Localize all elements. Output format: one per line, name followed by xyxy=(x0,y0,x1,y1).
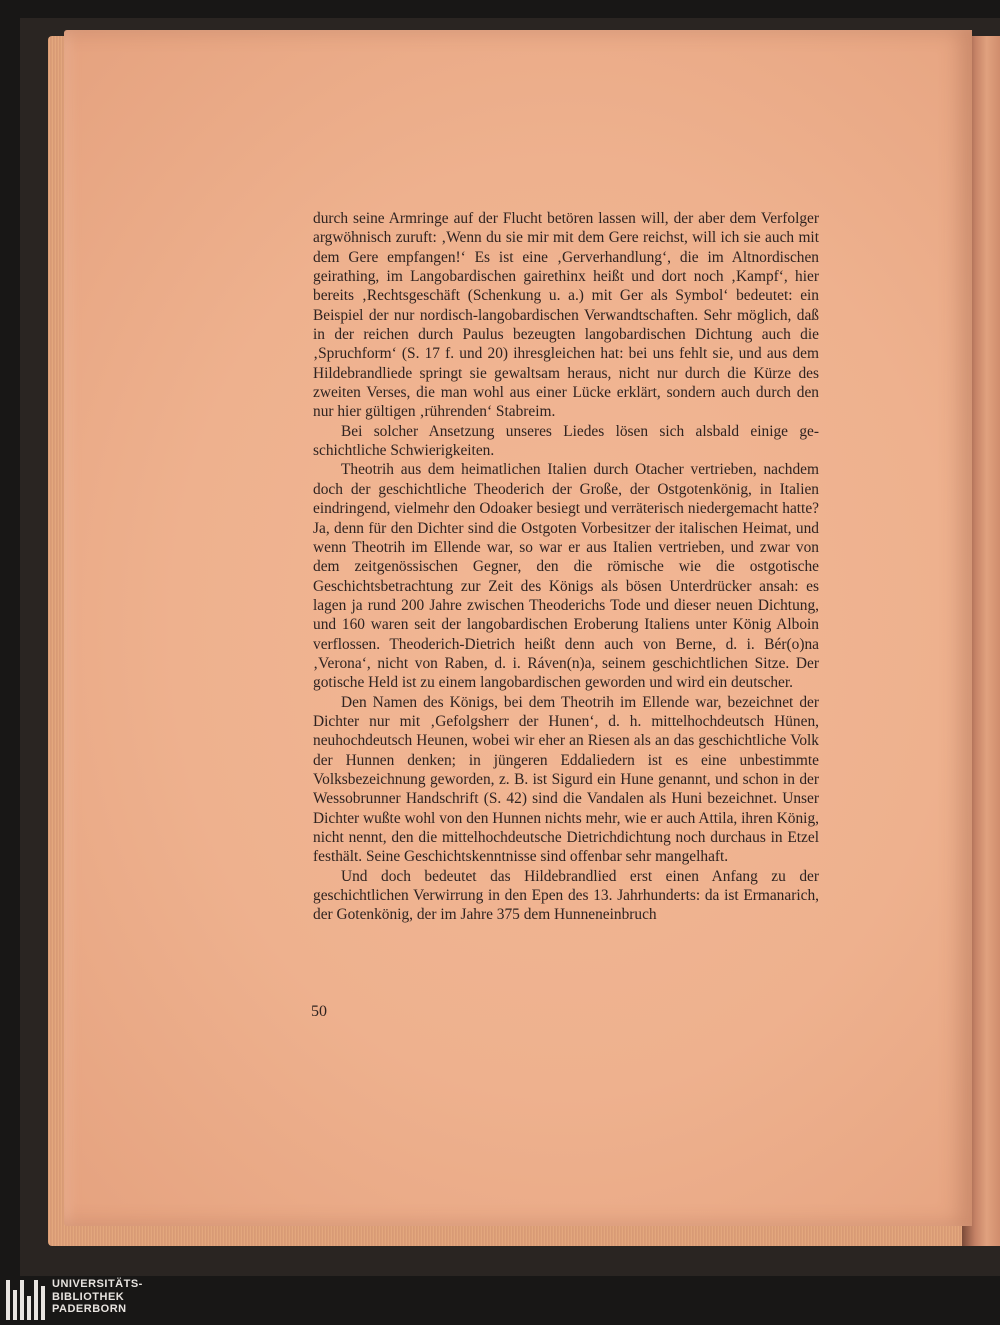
logo-line-1: UNIVERSITÄTS- xyxy=(52,1278,143,1290)
library-logo-text xyxy=(52,1278,143,1316)
body-text xyxy=(313,209,819,925)
paragraph-5: Und doch bedeutet das Hildebrandlied erst einen Anfang zu der geschichtlichen Verwirrung in den Epen des 13. Jahrhunderts: da ist Ermanarich, der Gotenkönig, der im Jahre 375 dem Hunneneinbruch xyxy=(313,867,819,924)
university-library-bars-icon xyxy=(6,1280,46,1322)
logo-line-3: PADERBORN xyxy=(52,1303,127,1315)
paragraph-2: Bei solcher Ansetzung unseres Liedes lösen sich alsbald einige geschichtliche Schwierigkeiten. xyxy=(313,422,819,460)
paragraph-1: durch seine Armringe auf der Flucht betören lassen will, der aber dem Verfolger argwöhnisch zuruft: ‚Wenn du sie mir mit dem Gere reichst, will ich sie auch mit dem Gere empfangen!‘ Es ist eine ‚Gerverhandlung‘, die im Altnordischen geirathing, im Langobardischen gairethinx heißt und dort noch ‚Kampf‘, hier bereits ‚Rechtsgeschäft (Schenkung u. a.) mit Ger als Symbol‘ bedeutet: ein Beispiel der nur nordisch-langobardischen Verwandtschaften. Sehr möglich, daß in der reichen durch Paulus bezeugten langobardischen Dichtung auch die ‚Spruchform‘ (S. 17 f. und 20) ihresgleichen hat: bei uns fehlt sie, und aus dem Hildebrandliede springt sie gewaltsam heraus, nicht nur durch die Kürze des zweiten Verses, die man wohl aus einer Lücke erklärt, sondern auch durch den nur hier gültigen ‚rührenden‘ Stabreim. xyxy=(313,210,819,421)
paragraph-3: Theotrih aus dem heimatlichen Italien durch Otacher vertrieben, nachdem doch der geschichtliche Theoderich der Große, der Ostgotenkönig, in Italien eindringend, vielmehr den Odoaker besiegt und verräterisch niedergemacht hatte? Ja, denn für den Dichter sind die Ostgoten Vorbesitzer der italischen Heimat, und wenn Theotrih im Ellende war, so war er aus Italien vertrieben, und zwar von dem zeitgenössischen Gegner, den die römische wie die ostgotische Geschichtsbetrachtung zur Zeit des Königs als bösen Unterdrücker ansah: es lagen ja rund 200 Jahre zwischen Theoderichs Tode und dieser neuen Dichtung, und 160 waren seit der langobardischen Eroberung Italiens unter König Alboin verflossen. Theoderich-Dietrich heißt denn auch von Berne, d. i. Bér(o)na ‚Verona‘, nicht von Raben, d. i. Ráven(n)a, seinem geschichtlichen Sitze. Der gotische Held ist zu einem langobardischen geworden und wird ein deutscher. xyxy=(313,461,819,692)
logo-line-2: BIBLIOTHEK xyxy=(52,1290,125,1303)
footer-bar xyxy=(0,1276,1000,1325)
paragraph-4: Den Namen des Königs, bei dem Theotrih im Ellende war, bezeichnet der Dichter nur mit ‚Gefolgsherr der Hunen‘, d. h. mittelhochdeutsch Hünen, neuhochdeutsch Heunen, wobei wir eher an Riesen als an das geschichtliche Volk der Hunnen denken; in jüngeren Eddaliedern ist es eine unbestimmte Volksbezeichnung geworden, z. B. ist Sigurd ein Hune genannt, und schon in der Wessobrunner Handschrift (S. 42) sind die Vandalen als Huni bezeichnet. Unser Dichter wußte wohl von den Hunnen nichts mehr, wie er auch Attila, ihren König, nicht nennt, den die mittelhochdeutsche Dietrichdichtung noch durchaus in Etzel festhält. Seine Geschichtskenntnisse sind offenbar sehr mangelhaft. xyxy=(313,693,819,866)
page-number: 50 xyxy=(311,1003,327,1020)
